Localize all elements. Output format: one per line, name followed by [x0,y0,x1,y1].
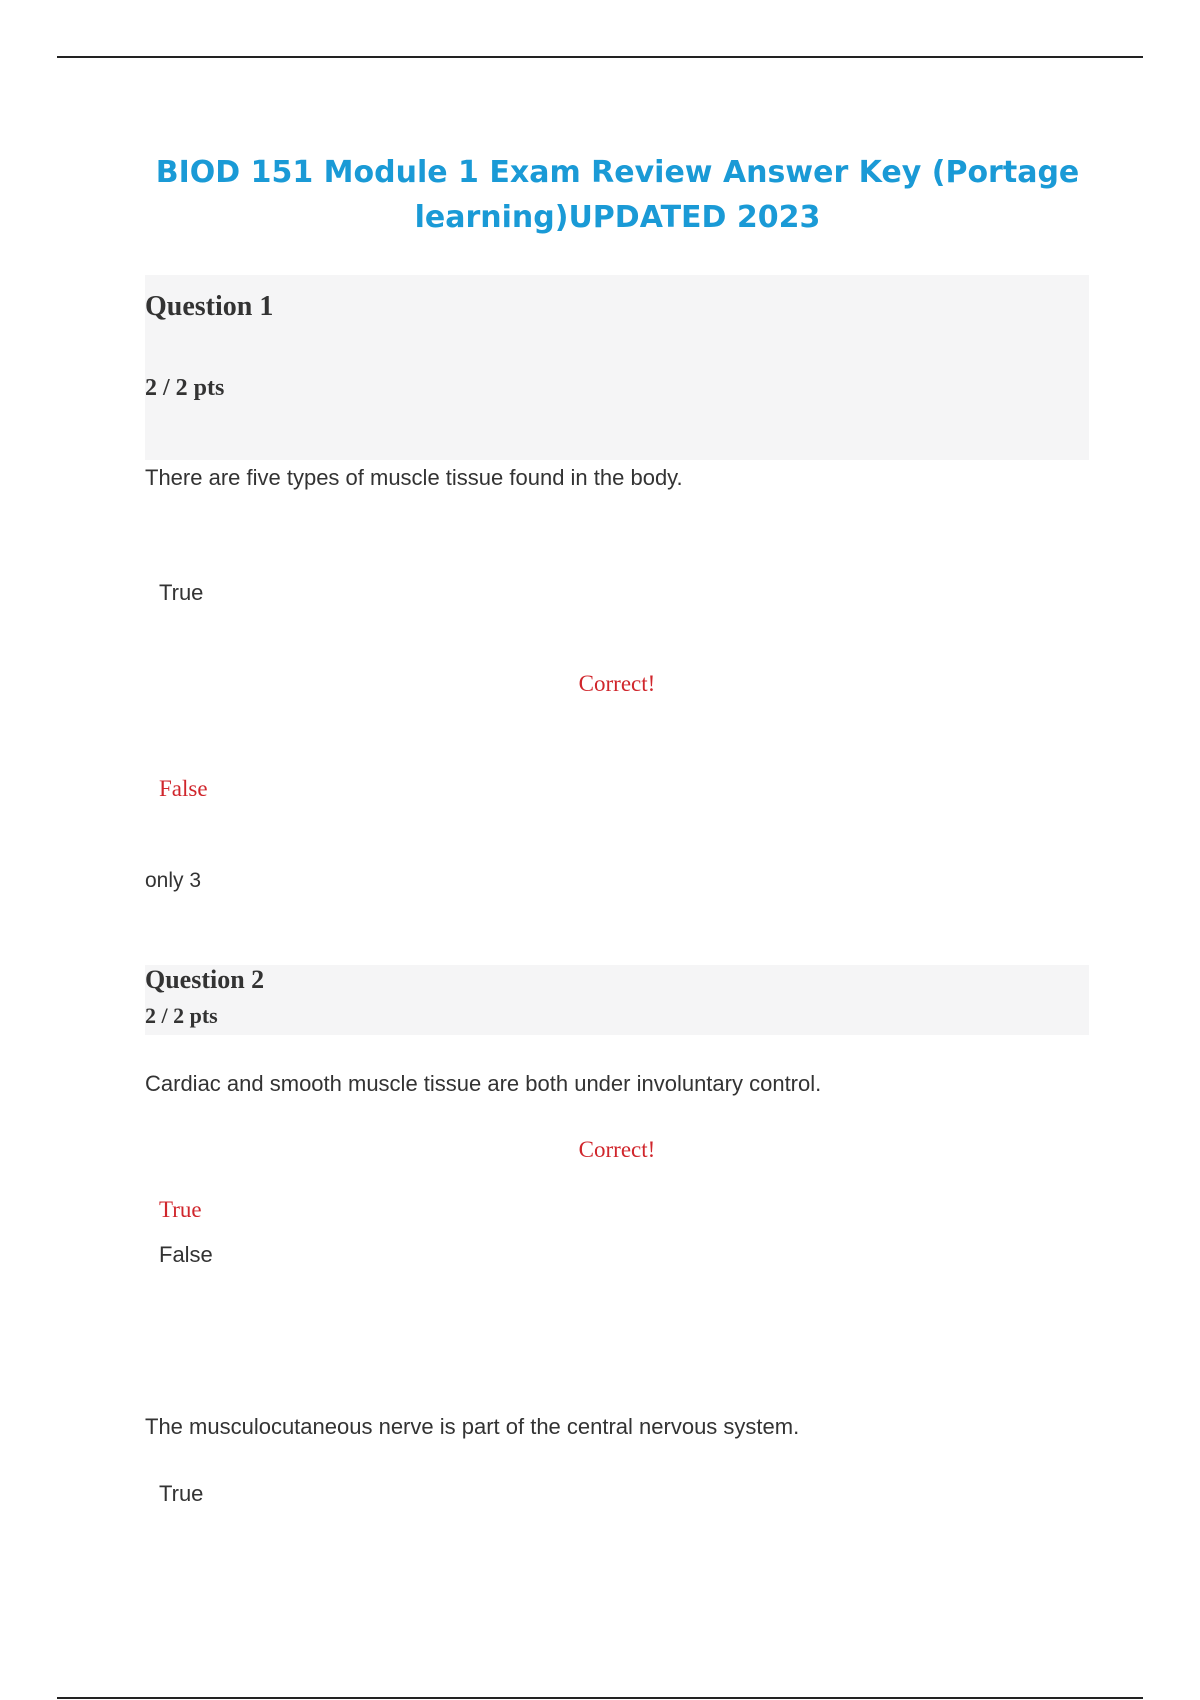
top-rule [57,56,1143,58]
question-1-points: 2 / 2 pts [145,375,225,401]
question-1-title: Question 1 [145,291,274,322]
question-1-answer-true: True [159,580,204,605]
question-2-answer-false: False [159,1242,213,1267]
question-2-points: 2 / 2 pts [145,1003,218,1028]
question-2-title: Question 2 [145,965,265,994]
question-1-correct-label: Correct! [578,671,656,696]
question-3-prompt: The musculocutaneous nerve is part of the central nervous system. [145,1414,800,1439]
question-1-comment: only 3 [145,869,202,892]
question-2-correct-label: Correct! [578,1137,656,1162]
question-2-prompt: Cardiac and smooth muscle tissue are both under involuntary control. [145,1071,822,1096]
question-2-header [145,965,1089,1035]
question-1-header [145,275,1089,460]
document-title: BIOD 151 Module 1 Exam Review Answer Key (Portage learning)UPDATED 2023 [155,155,1080,235]
question-1-answer-false: False [159,776,208,801]
question-1-prompt: There are five types of muscle tissue found in the body. [145,465,683,490]
question-3-answer-true: True [159,1481,204,1506]
bottom-rule [57,1697,1143,1699]
question-2-answer-true: True [159,1197,202,1222]
